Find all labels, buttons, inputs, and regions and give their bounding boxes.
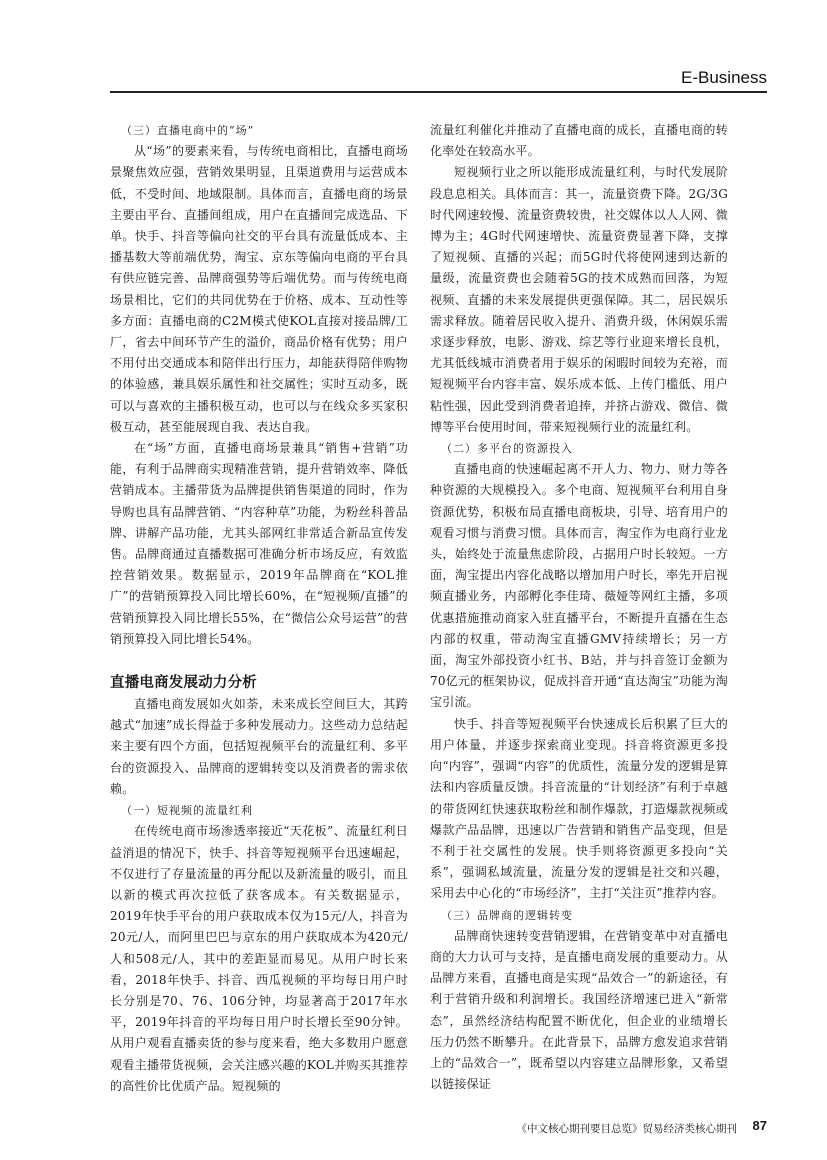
paragraph: 从“场”的要素来看，与传统电商相比，直播电商场景聚焦效应强，营销效果明显，且渠道费用与运营成本低，不受时间、地域限制。具体而言，直播电商的场景主要由平台、直播间组成，用户在直播间完成选品、下单。快手、抖音等偏向社交的平台具有流量低成本、主播基数大等前端优势，淘宝、京东等偏向电商的平台具有供应链完善、品牌商强势等后端优势。而与传统电商场景相比，它们的共同优势在于价格、成本、互动性等多方面：直播电商的C2M模式使KOL直接对接品牌/工厂，省去中间环节产生的溢价，商品价格有优势；用户不用付出交通成本和陪伴出行压力，却能获得陪伴购物的体验感，兼具娱乐属性和社交属性；实时互动多，既可以与喜欢的主播积极互动，也可以与在线众多买家积极互动，甚至能展现自我、表达自我。 <box>110 144 408 434</box>
paragraph: 快手、抖音等短视频平台快速成长后积累了巨大的用户体量，并逐步探索商业变现。抖音将资源更多投向“内容”，强调“内容”的优质性，流量分发的逻辑是算法和内容质量反馈。抖音流量的“计划经济”有利于卓越的带货网红快速获取粉丝和制作爆款，打造爆款视频或爆款产品品牌，迅速以广告营销和销售产品变现，但是不利于社交属性的发展。快手则将资源更多投向“关系”，强调私域流量，流量分发的逻辑是社交和兴趣，采用去中心化的“市场经济”，主打“关注页”推荐内容。 <box>430 716 728 901</box>
subheading-traffic: （一）短视频的流量红利 <box>121 804 253 818</box>
footer-journal: 《中文核心期刊要目总览》贸易经济类核心期刊 <box>516 1124 737 1135</box>
left-column <box>110 120 408 1097</box>
paragraph: 直播电商发展如火如荼，未来成长空间巨大，其跨越式“加速”成长得益于多种发展动力。这些动力总结起来主要有四个方面，包括短视频平台的流量红利、多平台的资源投入、品牌商的逻辑转变以及消费者的需求依赖。 <box>110 697 408 796</box>
subheading-brand: （三）品牌商的逻辑转变 <box>441 908 573 922</box>
header-rule <box>110 91 767 93</box>
page-number: 87 <box>752 1118 767 1133</box>
subheading-scene: （三）直播电商中的“场” <box>121 124 255 137</box>
right-column <box>430 120 728 1095</box>
paragraph: 在“场”方面，直播电商场景兼具“销售+营销”功能，有利于品牌商实现精准营销，提升营销效率、降低营销成本。主播带货为品牌提供销售渠道的同时，作为导购也具有品牌营销、“内容种草”功能，为粉丝科普品牌、讲解产品功能，尤其头部网红非常适合新品宣传发售。品牌商通过直播数据可准确分析市场反应，有效监控营销效果。数据显示，2019年品牌商在“KOL推广”的营销预算投入同比增长60%，在“短视频/直播”的营销预算投入同比增长55%，在“微信公众号运营”的营销预算投入同比增长54%。 <box>110 441 408 646</box>
section-title: 直播电商发展动力分析 <box>110 675 257 692</box>
subheading-resources: （二）多平台的资源投入 <box>441 442 573 456</box>
paragraph: 品牌商快速转变营销逻辑，在营销变革中对直播电商的大力认可与支持，是直播电商发展的重要动力。从品牌方来看，直播电商是实现“品效合一”的新途径，有利于营销升级和利润增长。我国经济增速已进入“新常态”，虽然经济结构配置不断优化，但企业的业绩增长压力仍然不断攀升。在此背景下，品牌方愈发追求营销上的“品效合一”，既希望以内容建立品牌形象，又希望以链接保证 <box>430 928 728 1092</box>
paragraph: 短视频行业之所以能形成流量红利，与时代发展阶段息息相关。具体而言：其一，流量资费下降。2G/3G时代网速较慢、流量资费较贵，社交媒体以人人网、微博为主；4G时代网速增快、流量资费显著下降，支撑了短视频、直播的兴起；而5G时代将使网速到达新的量级，流量资费也会随着5G的技术成熟而回落，为短视频、直播的未来发展提供更强保障。其二，居民娱乐需求释放。随着居民收入提升、消费升级，休闲娱乐需求逐步释放，电影、游戏、综艺等行业迎来增长良机，尤其低线城市消费者用于娱乐的闲暇时间较为充裕，而短视频平台内容丰富、娱乐成本低、上传门槛低、用户粘性强，因此受到消费者追捧，并挤占游戏、微信、微博等平台使用时间，带来短视频行业的流量红利。 <box>430 165 728 434</box>
header-title: E-Business <box>681 68 767 87</box>
paragraph: 直播电商的快速崛起离不开人力、物力、财力等各种资源的大规模投入。多个电商、短视频平台利用自身资源优势，积极布局直播电商板块，引导、培育用户的观看习惯与消费习惯。具体而言，淘宝作为电商行业龙头，始终处于流量焦虑阶段，占据用户时长较短。一方面，淘宝提出内容化战略以增加用户时长，率先开启视频直播业务，内部孵化李佳琦、薇娅等网红主播，多项优惠措施推动商家入驻直播平台，不断提升直播在生态内部的权重，带动淘宝直播GMV持续增长；另一方面，淘宝外部投资小红书、B站，并与抖音签订金额为70亿元的框架协议，促成抖音开通“直达淘宝”功能为淘宝引流。 <box>430 462 728 710</box>
paragraph: 在传统电商市场渗透率接近“天花板”、流量红利日益消退的情况下，快手、抖音等短视频平台迅速崛起，不仅进行了存量流量的再分配以及新流量的吸引，而且以新的模式再次拉低了获客成本。有关数据显示，2019年快手平台的用户获取成本仅为15元/人，抖音为20元/人，而阿里巴巴与京东的用户获取成本为420元/人和508元/人，其中的差距显而易见。从用户时长来看，2018年快手、抖音、西瓜视频的平均每日用户时长分别是70、76、106分钟，均显著高于2017年水平，2019年抖音的平均每日用户时长增长至90分钟。从用户观看直播卖货的参与度来看，绝大多数用户愿意观看主播带货视频，会关注感兴趣的KOL并购买其推荐的高性价比优质产品。短视频的 <box>110 824 408 1093</box>
paragraph: 流量红利催化并推动了直播电商的成长，直播电商的转化率处在较高水平。 <box>430 123 728 159</box>
